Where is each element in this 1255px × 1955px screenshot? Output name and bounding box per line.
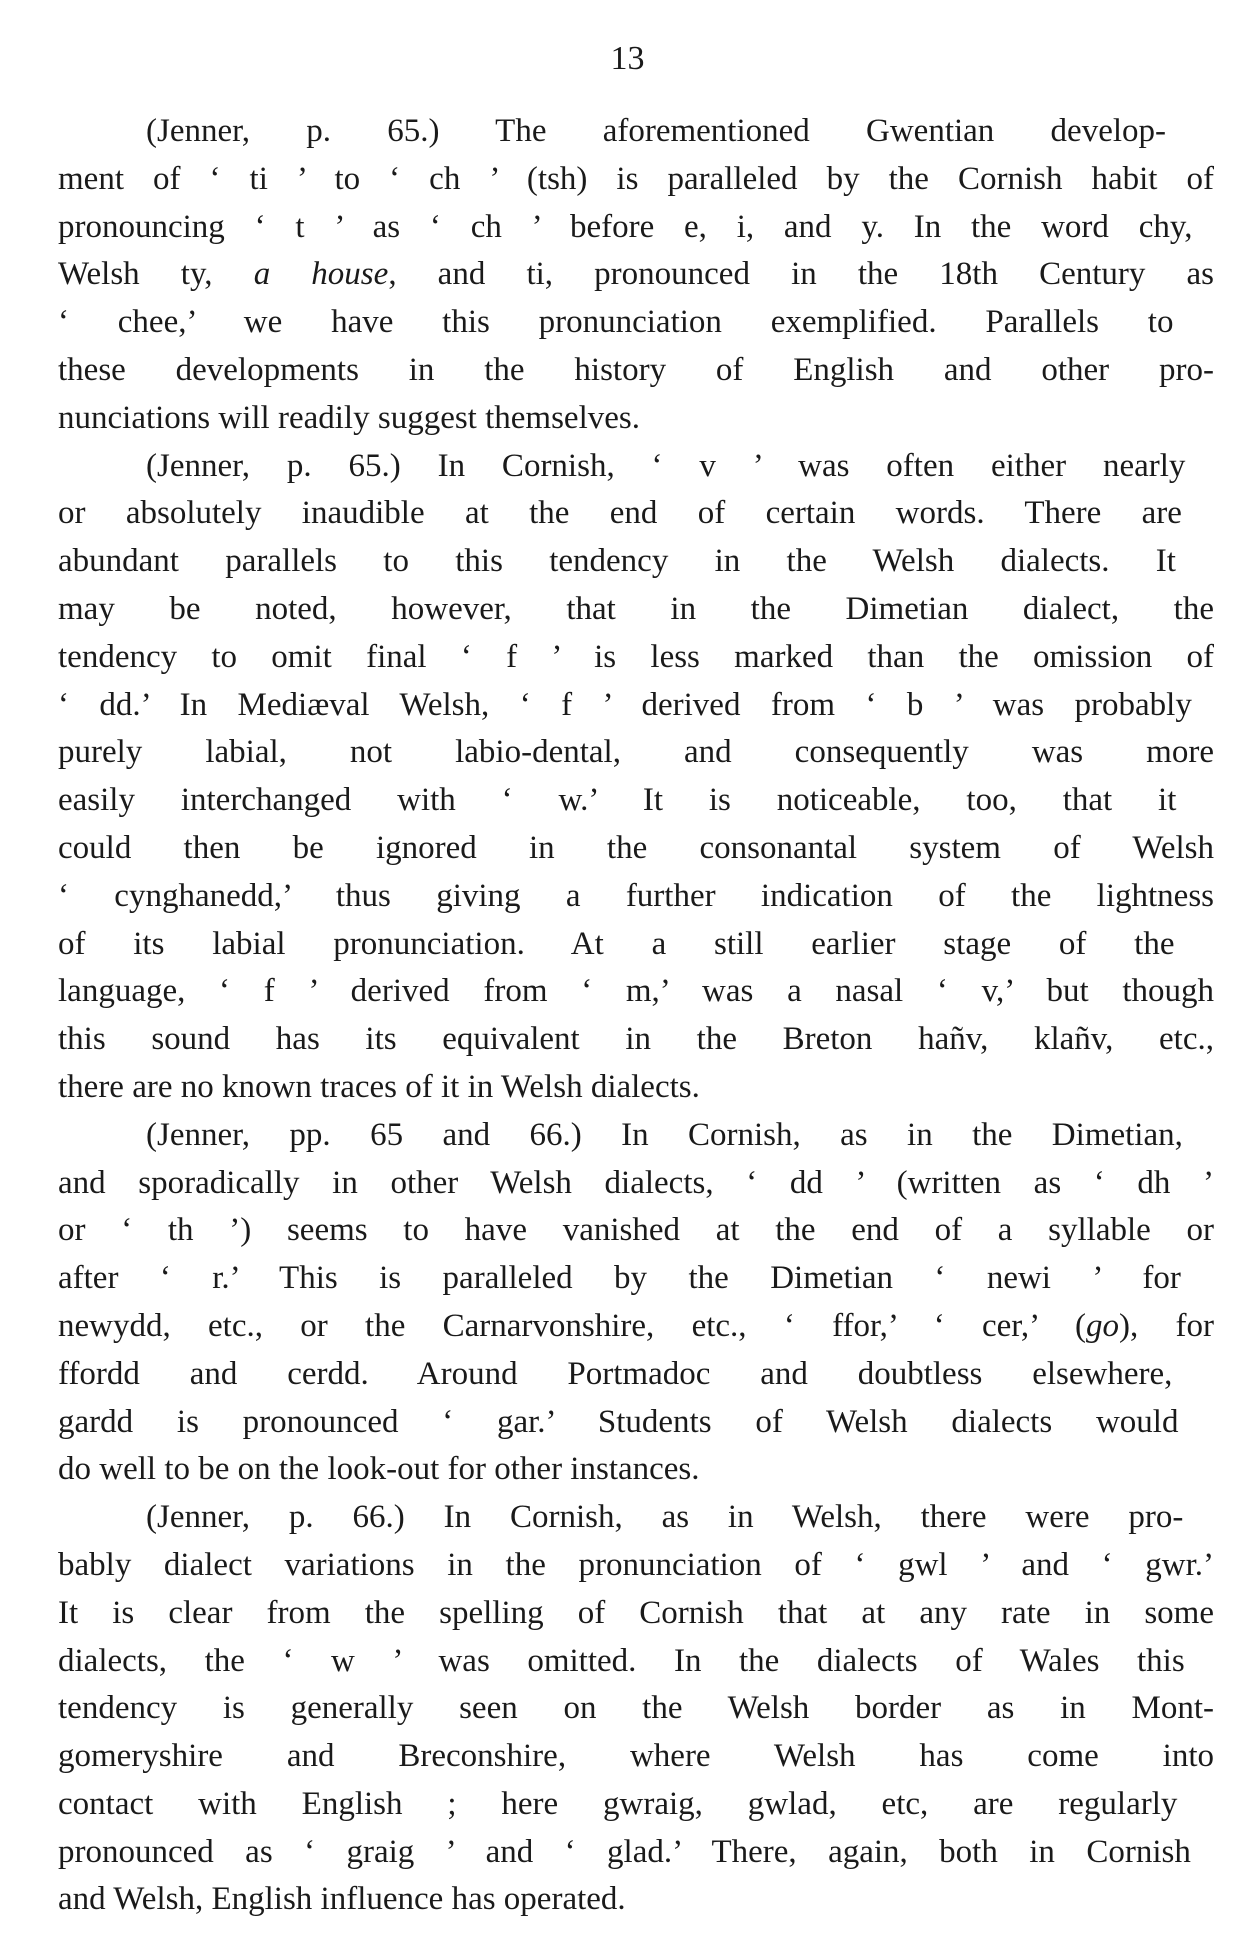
- text-segment: pronouncing ‘ t ’ as ‘ ch ’ before e, i, and y. In the word chy,: [58, 208, 1193, 245]
- text-line: [58, 1876, 1214, 1924]
- text-segment: ‘ dd.’ In Mediæval Welsh, ‘ f ’ derived from ‘ b ’ was probably: [58, 686, 1192, 723]
- text-segment: this sound has its equivalent in the Breton hañv, klañv, etc.,: [58, 1021, 1214, 1058]
- text-line: [58, 1685, 1214, 1733]
- text-line: [58, 825, 1214, 873]
- text-segment: nunciations will readily suggest themselves.: [58, 399, 640, 436]
- text-line: [58, 299, 1214, 347]
- text-segment: tendency to omit final ‘ f ’ is less marked than the omission of: [58, 638, 1214, 675]
- text-segment: language, ‘ f ’ derived from ‘ m,’ was a nasal ‘ v,’ but though: [58, 973, 1214, 1010]
- text-line: [58, 1112, 1214, 1160]
- text-line: [58, 1016, 1214, 1064]
- text-segment: (Jenner, p. 65.) The aforementioned Gwentian develop-: [146, 113, 1167, 149]
- text-line: [58, 108, 1214, 156]
- text-segment: may be noted, however, that in the Dimetian dialect, the: [58, 590, 1214, 627]
- text-segment: purely labial, not labio-dental, and consequently was more: [58, 734, 1214, 771]
- text-line: [58, 1494, 1214, 1542]
- text-segment: dialects, the ‘ w ’ was omitted. In the dialects of Wales this: [58, 1642, 1185, 1679]
- text-segment: ment of ‘ ti ’ to ‘ ch ’ (tsh) is paralleled by the Cornish habit of: [58, 160, 1214, 197]
- text-segment: , and ti, pronounced in the 18th Century as: [388, 256, 1215, 293]
- text-line: [58, 634, 1214, 682]
- text-segment: gomeryshire and Breconshire, where Welsh has come into: [58, 1738, 1214, 1775]
- text-line: [58, 1351, 1214, 1399]
- italic-text: a house: [253, 256, 389, 293]
- text-segment: these developments in the history of English and other pro-: [58, 351, 1214, 388]
- paragraph: [58, 1112, 1214, 1494]
- text-line: [58, 777, 1214, 825]
- text-segment: (Jenner, p. 66.) In Cornish, as in Welsh, there were pro-: [146, 1499, 1184, 1536]
- text-line: [58, 1542, 1214, 1590]
- text-segment: there are no known traces of it in Welsh dialects.: [58, 1068, 700, 1105]
- italic-text: go: [1086, 1307, 1119, 1344]
- text-segment: easily interchanged with ‘ w.’ It is noticeable, too, that it: [58, 782, 1177, 819]
- text-line: [58, 1207, 1214, 1255]
- page-number: 13: [610, 40, 645, 77]
- text-line: [58, 1303, 1214, 1351]
- text-line: [58, 1255, 1214, 1303]
- text-segment: could then be ignored in the consonantal system of Welsh: [58, 829, 1214, 866]
- text-line: [58, 1781, 1214, 1829]
- paragraph: [58, 443, 1214, 1112]
- text-segment: ffordd and cerdd. Around Portmadoc and doubtless elsewhere,: [58, 1355, 1173, 1392]
- text-line: [58, 1399, 1214, 1447]
- text-segment: (Jenner, pp. 65 and 66.) In Cornish, as in the Dimetian,: [146, 1116, 1183, 1153]
- text-segment: Welsh ty,: [58, 256, 254, 293]
- text-line: [58, 968, 1214, 1016]
- document-body: [58, 108, 1214, 1924]
- text-line: [58, 1064, 1214, 1112]
- text-line: [58, 490, 1214, 538]
- text-segment: It is clear from the spelling of Cornish that at any rate in some: [58, 1594, 1214, 1631]
- text-segment: or ‘ th ’) seems to have vanished at the end of a syllable or: [58, 1212, 1214, 1249]
- text-line: [58, 1829, 1214, 1877]
- text-segment: newydd, etc., or the Carnarvonshire, etc., ‘ ffor,’ ‘ cer,’ (: [58, 1307, 1086, 1344]
- text-line: [58, 682, 1214, 730]
- text-line: [58, 1160, 1214, 1208]
- text-line: [58, 873, 1214, 921]
- text-segment: pronounced as ‘ graig ’ and ‘ glad.’ There, again, both in Cornish: [58, 1833, 1191, 1870]
- text-segment: ‘ cynghanedd,’ thus giving a further indication of the lightness: [58, 877, 1214, 914]
- text-segment: and Welsh, English influence has operated.: [58, 1881, 626, 1918]
- text-line: [58, 204, 1214, 252]
- text-line: [58, 251, 1214, 299]
- text-line: [58, 1733, 1214, 1781]
- text-segment: of its labial pronunciation. At a still earlier stage of the: [58, 925, 1175, 962]
- text-line: [58, 1590, 1214, 1638]
- text-segment: after ‘ r.’ This is paralleled by the Dimetian ‘ newi ’ for: [58, 1260, 1181, 1297]
- text-line: [58, 395, 1214, 443]
- text-segment: ), for: [1119, 1307, 1214, 1344]
- text-segment: and sporadically in other Welsh dialects, ‘ dd ’ (written as ‘ dh ’: [58, 1164, 1214, 1201]
- text-segment: tendency is generally seen on the Welsh border as in Mont-: [58, 1690, 1214, 1727]
- text-segment: do well to be on the look-out for other instances.: [58, 1451, 700, 1488]
- text-line: [58, 538, 1214, 586]
- text-segment: gardd is pronounced ‘ gar.’ Students of Welsh dialects would: [58, 1403, 1179, 1440]
- text-line: [58, 586, 1214, 634]
- text-segment: ‘ chee,’ we have this pronunciation exemplified. Parallels to: [58, 304, 1174, 341]
- text-line: [58, 443, 1214, 491]
- text-line: [58, 1446, 1214, 1494]
- text-segment: abundant parallels to this tendency in the Welsh dialects. It: [58, 543, 1176, 580]
- text-line: [58, 1638, 1214, 1686]
- text-segment: or absolutely inaudible at the end of certain words. There are: [58, 495, 1182, 532]
- text-segment: bably dialect variations in the pronunciation of ‘ gwl ’ and ‘ gwr.’: [58, 1546, 1214, 1583]
- text-segment: (Jenner, p. 65.) In Cornish, ‘ v ’ was often either nearly: [146, 447, 1186, 484]
- text-line: [58, 921, 1214, 969]
- text-segment: contact with English ; here gwraig, gwlad, etc, are regularly: [58, 1785, 1178, 1822]
- text-line: [58, 156, 1214, 204]
- text-line: [58, 347, 1214, 395]
- text-line: [58, 729, 1214, 777]
- paragraph: [58, 108, 1214, 443]
- paragraph: [58, 1494, 1214, 1924]
